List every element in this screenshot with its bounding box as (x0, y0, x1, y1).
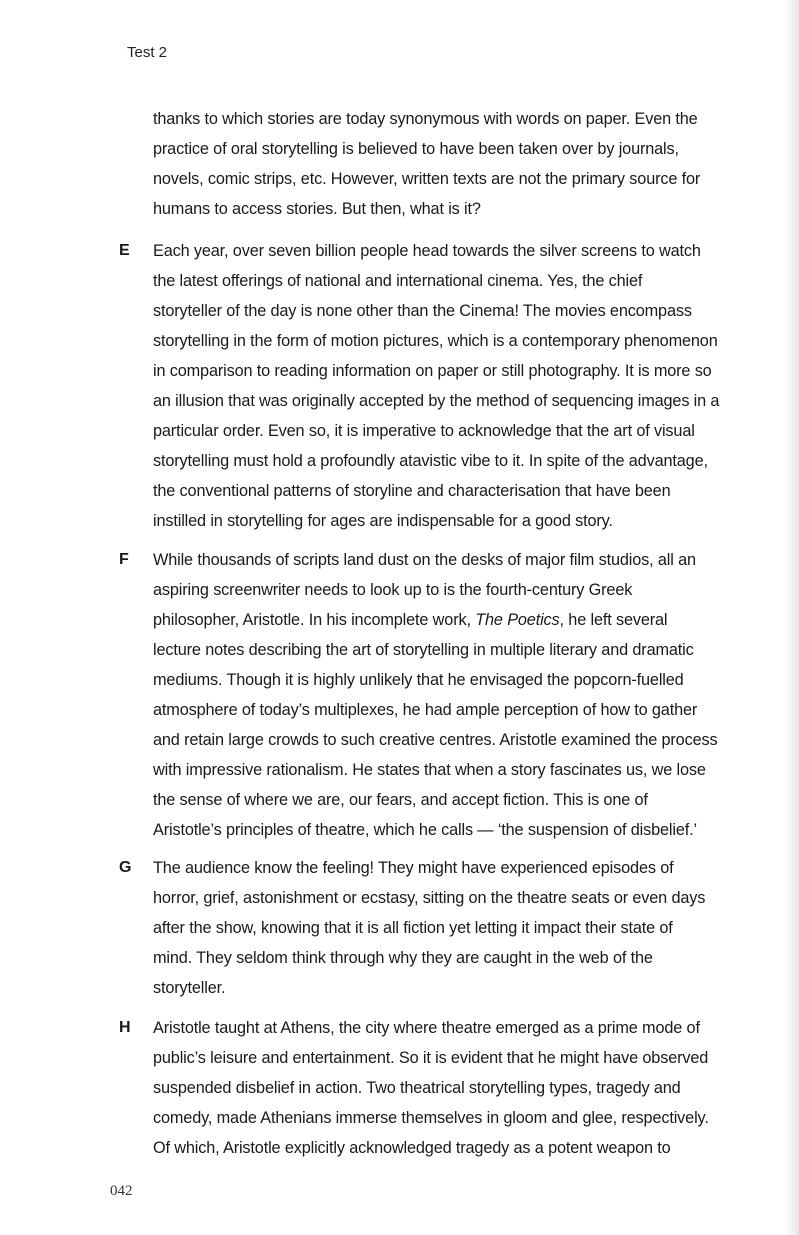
text-segment: philosopher, Aristotle. In his incomplete work, (153, 611, 476, 629)
paragraph-text (153, 545, 793, 845)
text-line: public’s leisure and entertainment. So it is evident that he might have observed (153, 1049, 709, 1067)
text-segment: , he left several (559, 611, 668, 629)
paragraph-letter: H (119, 1019, 131, 1036)
text-line: Aristotle’s principles of theatre, which he calls — ‘the suspension of disbelief.’ (153, 821, 697, 839)
page-number: 042 (110, 1183, 133, 1199)
text-line: and retain large crowds to such creative centres. Aristotle examined the process (153, 731, 718, 749)
text-line: an illusion that was originally accepted by the method of sequencing images in a (153, 392, 720, 410)
text-line: humans to access stories. But then, what is it? (153, 200, 481, 218)
text-line: mediums. Though it is highly unlikely that he envisaged the popcorn-fuelled (153, 671, 684, 689)
section-header: Test 2 (127, 44, 168, 61)
text-line: the conventional patterns of storyline and characterisation that have been (153, 482, 671, 500)
text-line: instilled in storytelling for ages are indispensable for a good story. (153, 512, 613, 530)
book-title: The Poetics (475, 611, 560, 629)
text-line: novels, comic strips, etc. However, written texts are not the primary source for (153, 170, 701, 188)
text-line: storyteller. (153, 979, 226, 997)
text-line: thanks to which stories are today synonymous with words on paper. Even the (153, 110, 698, 128)
paragraph-text (153, 104, 793, 224)
text-line (153, 605, 793, 635)
text-line: While thousands of scripts land dust on the desks of major film studios, all an (153, 551, 696, 569)
text-line: the sense of where we are, our fears, and accept fiction. This is one of (153, 791, 648, 809)
text-line: with impressive rationalism. He states that when a story fascinates us, we lose (153, 761, 706, 779)
paragraph-text (153, 853, 793, 1003)
paragraph-text (153, 1013, 793, 1163)
text-line: particular order. Even so, it is imperative to acknowledge that the art of visual (153, 422, 695, 440)
text-line: Aristotle taught at Athens, the city where theatre emerged as a prime mode of (153, 1019, 700, 1037)
text-line: suspended disbelief in action. Two theatrical storytelling types, tragedy and (153, 1079, 681, 1097)
text-line: mind. They seldom think through why they are caught in the web of the (153, 949, 653, 967)
paragraph-letter: G (119, 859, 132, 876)
text-line: storyteller of the day is none other than the Cinema! The movies encompass (153, 302, 692, 320)
paragraph-text (153, 236, 793, 536)
text-line: aspiring screenwriter needs to look up to is the fourth-century Greek (153, 581, 633, 599)
text-line: horror, grief, astonishment or ecstasy, sitting on the theatre seats or even days (153, 889, 706, 907)
text-line: atmosphere of today’s multiplexes, he had ample perception of how to gather (153, 701, 698, 719)
text-line: Of which, Aristotle explicitly acknowledged tragedy as a potent weapon to (153, 1139, 671, 1157)
text-line: practice of oral storytelling is believed to have been taken over by journals, (153, 140, 679, 158)
text-line: storytelling must hold a profoundly atavistic vibe to it. In spite of the advantage, (153, 452, 708, 470)
text-line: the latest offerings of national and international cinema. Yes, the chief (153, 272, 643, 290)
paragraph-letter: E (119, 242, 130, 259)
text-line: lecture notes describing the art of storytelling in multiple literary and dramatic (153, 641, 694, 659)
text-line: Each year, over seven billion people head towards the silver screens to watch (153, 242, 701, 260)
text-line: The audience know the feeling! They might have experienced episodes of (153, 859, 674, 877)
text-line: comedy, made Athenians immerse themselves in gloom and glee, respectively. (153, 1109, 709, 1127)
text-line: storytelling in the form of motion pictures, which is a contemporary phenomenon (153, 332, 718, 350)
text-line: after the show, knowing that it is all fiction yet letting it impact their state of (153, 919, 673, 937)
paragraph-letter: F (119, 551, 129, 568)
text-line: in comparison to reading information on paper or still photography. It is more so (153, 362, 712, 380)
